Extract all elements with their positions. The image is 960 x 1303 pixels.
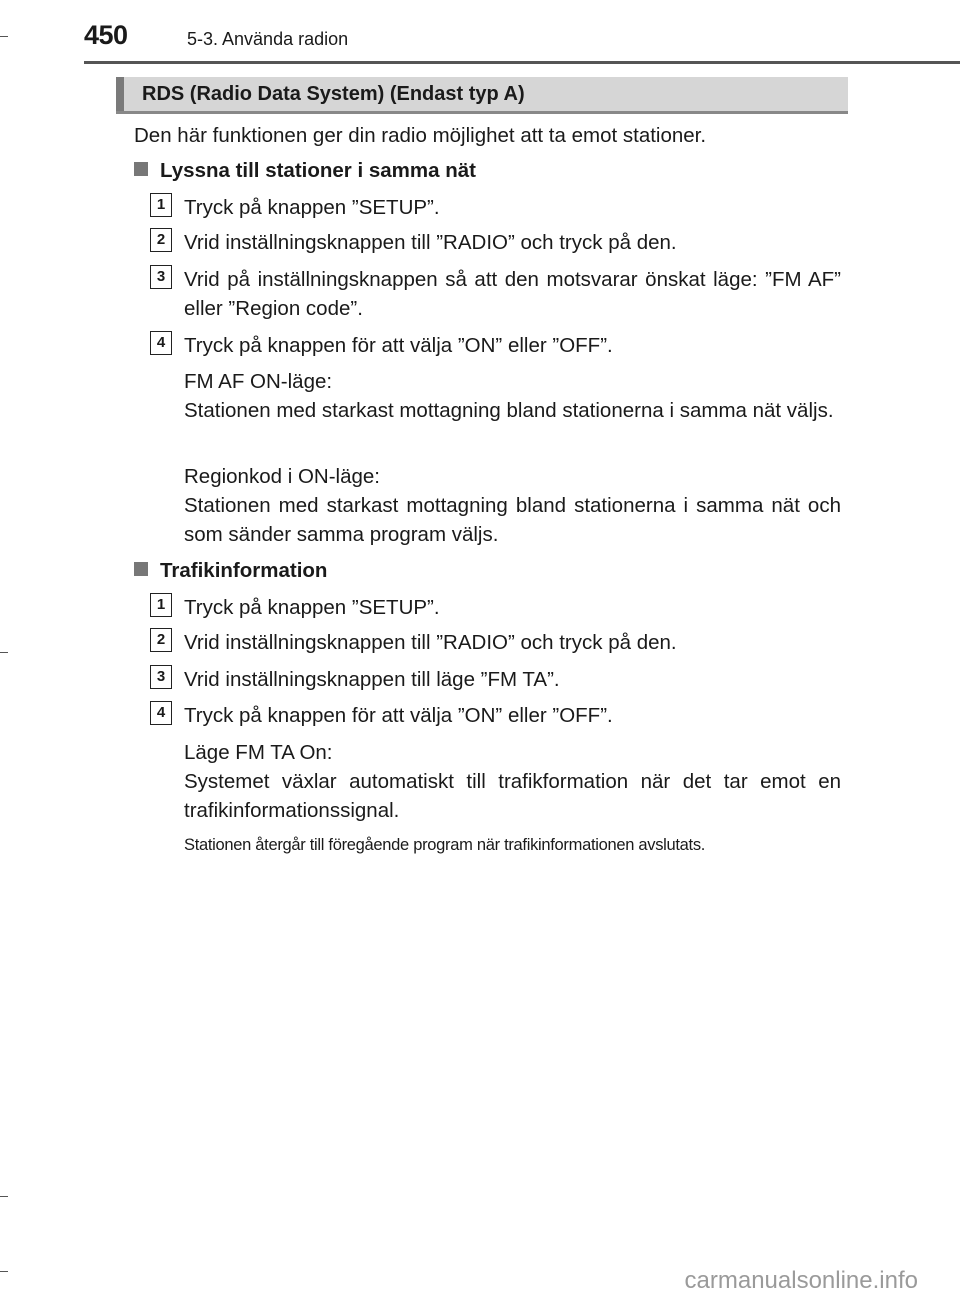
step-text: Tryck på knappen för att välja ”ON” eller ”OFF”. <box>184 334 613 357</box>
subsection-heading-text: Trafikinformation <box>160 559 328 582</box>
step-text: Tryck på knappen ”SETUP”. <box>184 196 440 219</box>
step-text: Tryck på knappen för att välja ”ON” eller ”OFF”. <box>184 704 613 727</box>
note-text: Stationen med starkast mottagning bland stationerna i samma nät och som sänder samma program väljs. <box>184 494 841 546</box>
note-text: Stationen med starkast mottagning bland stationerna i samma nät väljs. <box>184 399 834 422</box>
section-title: RDS (Radio Data System) (Endast typ A) <box>142 83 525 105</box>
step-number-badge: 3 <box>150 265 172 289</box>
step-number-badge: 2 <box>150 228 172 252</box>
step-text: Vrid inställningsknappen till läge ”FM TA”. <box>184 668 560 691</box>
section-heading-bar <box>116 77 848 111</box>
crop-mark <box>0 1271 8 1272</box>
square-bullet-icon <box>134 562 148 576</box>
step-text: Vrid inställningsknappen till ”RADIO” och tryck på den. <box>184 631 677 654</box>
page-number: 450 <box>84 20 128 50</box>
subsection-heading-text: Lyssna till stationer i samma nät <box>160 159 476 182</box>
step-number-badge: 1 <box>150 593 172 617</box>
note-label: FM AF ON-läge: <box>184 370 333 393</box>
subsection-heading <box>134 559 327 583</box>
step-text: Vrid inställningsknappen till ”RADIO” och tryck på den. <box>184 231 677 254</box>
step-number-badge: 4 <box>150 331 172 355</box>
step-number-badge: 2 <box>150 628 172 652</box>
section-divider <box>116 111 848 114</box>
header-divider <box>84 61 960 64</box>
subsection-heading <box>134 159 476 183</box>
step-number-badge: 3 <box>150 665 172 689</box>
crop-mark <box>0 1196 8 1197</box>
note-text: Systemet växlar automatiskt till trafikformation när det tar emot en trafikinformationssignal. <box>184 770 841 822</box>
note-label: Läge FM TA On: <box>184 741 333 764</box>
note-label: Regionkod i ON-läge: <box>184 465 380 488</box>
step-number-badge: 4 <box>150 701 172 725</box>
crop-mark <box>0 652 8 653</box>
crop-mark <box>0 36 8 37</box>
intro-paragraph: Den här funktionen ger din radio möjlighet att ta emot stationer. <box>134 124 707 147</box>
breadcrumb: 5-3. Använda radion <box>187 29 349 49</box>
step-text: Vrid på inställningsknappen så att den motsvarar önskat läge: ”FM AF” eller ”Region code”. <box>184 268 841 320</box>
step-text: Tryck på knappen ”SETUP”. <box>184 596 440 619</box>
footnote: Stationen återgår till föregående program när trafikinformationen avslutats. <box>184 836 706 854</box>
watermark: carmanualsonline.info <box>684 1267 918 1294</box>
step-number-badge: 1 <box>150 193 172 217</box>
square-bullet-icon <box>134 162 148 176</box>
